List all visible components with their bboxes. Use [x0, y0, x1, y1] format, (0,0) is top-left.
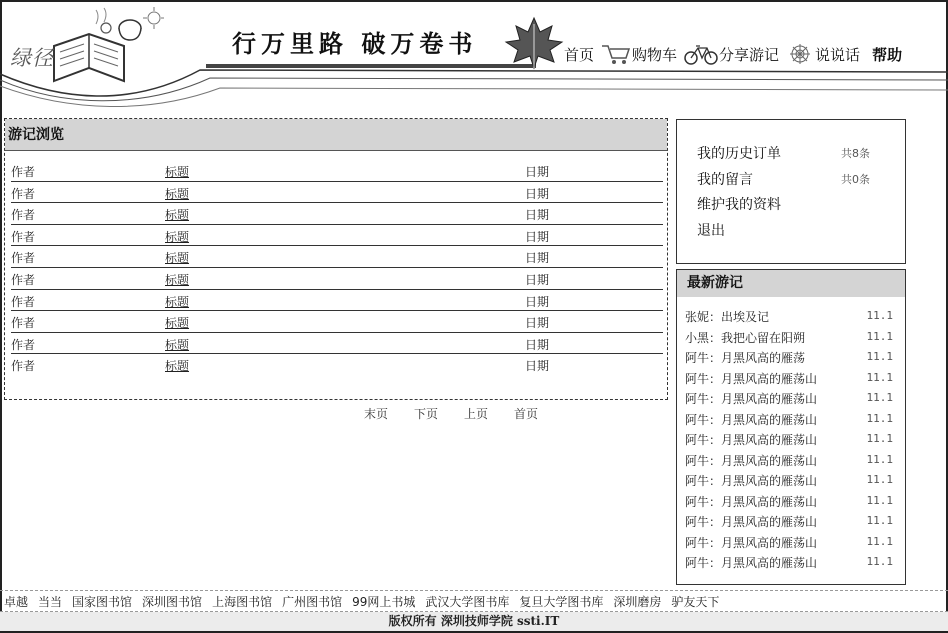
latest-item-title[interactable]: 阿牛：月黑风高的雁荡山	[685, 474, 818, 488]
list-item	[685, 346, 901, 367]
row-date: 日期	[525, 229, 550, 244]
latest-item-title[interactable]: 小黑：我把心留在阳朔	[685, 330, 806, 345]
order-history-link[interactable]: 我的历史订单	[697, 146, 781, 162]
footer-link[interactable]: 复旦大学图书库	[519, 594, 604, 609]
browse-panel-title: 游记浏览	[5, 119, 667, 151]
pagination	[364, 405, 538, 422]
row-date: 日期	[525, 251, 550, 266]
site-logo[interactable]	[4, 6, 164, 106]
list-item	[685, 490, 901, 511]
table-row	[11, 182, 663, 204]
order-history-count: 共8条	[841, 147, 870, 160]
next-page-link[interactable]: 下页	[414, 407, 439, 421]
site-header	[0, 0, 948, 112]
latest-item-date: 11.1	[866, 391, 893, 404]
latest-panel-title: 最新游记	[677, 270, 905, 297]
shopping-cart-icon	[600, 42, 632, 66]
last-page-link[interactable]: 末页	[364, 407, 389, 421]
row-author: 作者	[11, 272, 36, 287]
row-title-link[interactable]: 标题	[165, 294, 190, 309]
edit-profile-link[interactable]: 维护我的资料	[697, 197, 781, 213]
latest-item-date: 11.1	[866, 555, 893, 568]
nav-talk[interactable]	[785, 42, 860, 66]
latest-item-title[interactable]: 张妮：出埃及记	[685, 310, 770, 324]
footer-link[interactable]: 驴友天下	[671, 594, 720, 609]
row-author: 作者	[11, 251, 36, 266]
footer-link[interactable]: 当当	[38, 594, 63, 609]
latest-item-date: 11.1	[866, 452, 893, 466]
latest-item-title[interactable]: 阿牛：月黑风高的雁荡山	[685, 515, 818, 529]
row-author: 作者	[11, 208, 36, 223]
table-row	[11, 268, 663, 290]
row-date: 日期	[525, 165, 550, 179]
travel-notes-table	[11, 160, 663, 376]
row-author: 作者	[11, 294, 36, 309]
latest-item-title[interactable]: 阿牛：月黑风高的雁荡	[685, 351, 806, 365]
footer-link[interactable]: 广州图书馆	[282, 594, 343, 609]
list-item	[685, 510, 901, 531]
latest-item-title[interactable]: 阿牛：月黑风高的雁荡山	[685, 371, 818, 386]
latest-item-title[interactable]: 阿牛：月黑风高的雁荡山	[685, 494, 818, 509]
list-item	[685, 428, 901, 449]
latest-item-title[interactable]: 阿牛：月黑风高的雁荡山	[685, 453, 818, 468]
latest-item-date: 11.1	[866, 329, 893, 343]
row-author: 作者	[11, 337, 36, 352]
latest-list	[685, 305, 901, 572]
row-date: 日期	[525, 272, 550, 287]
footer-link[interactable]: 99网上书城	[352, 594, 416, 609]
row-date: 日期	[525, 359, 550, 374]
nav-share-travel[interactable]	[683, 42, 779, 66]
nav-share-travel-label: 分享游记	[719, 45, 780, 64]
bicycle-icon	[683, 42, 719, 66]
footer-link[interactable]: 上海图书馆	[212, 594, 273, 609]
latest-item-date: 11.1	[866, 309, 893, 322]
latest-item-date: 11.1	[866, 534, 893, 548]
list-item	[685, 469, 901, 490]
footer-link[interactable]: 武汉大学图书库	[425, 594, 510, 609]
row-author: 作者	[11, 229, 36, 244]
row-date: 日期	[525, 337, 550, 352]
latest-item-date: 11.1	[866, 432, 893, 445]
slogan-underline	[206, 64, 536, 68]
row-author: 作者	[11, 359, 36, 374]
latest-item-title[interactable]: 阿牛：月黑风高的雁荡山	[685, 392, 818, 406]
nav-talk-label: 说说话	[815, 45, 861, 64]
nav-home-label: 首页	[564, 45, 595, 64]
maple-leaf-icon	[504, 14, 564, 70]
nav-cart[interactable]	[600, 42, 677, 66]
row-author: 作者	[11, 186, 36, 201]
row-title-link[interactable]: 标题	[165, 337, 190, 352]
nav-help-label: 帮助	[872, 45, 903, 64]
copyright: 版权所有 深圳技师学院 ssti.IT	[0, 612, 948, 631]
first-page-link[interactable]: 首页	[514, 407, 539, 421]
row-date: 日期	[525, 208, 550, 223]
table-row	[11, 203, 663, 225]
latest-item-date: 11.1	[866, 350, 893, 363]
my-messages-count: 共0条	[841, 173, 870, 186]
row-title-link[interactable]: 标题	[165, 359, 190, 374]
prev-page-link[interactable]: 上页	[464, 407, 489, 421]
table-row	[11, 160, 663, 182]
list-item	[685, 326, 901, 347]
latest-item-date: 11.1	[866, 411, 893, 425]
list-item	[685, 551, 901, 572]
row-author: 作者	[11, 316, 36, 331]
row-title-link[interactable]: 标题	[165, 186, 190, 201]
my-messages-link[interactable]: 我的留言	[697, 172, 753, 188]
travel-notes-browse-panel	[4, 118, 668, 400]
row-date: 日期	[525, 316, 550, 331]
table-row	[11, 246, 663, 268]
row-title-link[interactable]: 标题	[165, 316, 190, 331]
latest-item-title[interactable]: 阿牛：月黑风高的雁荡山	[685, 433, 818, 447]
list-item	[685, 531, 901, 552]
latest-item-date: 11.1	[866, 514, 893, 527]
footer-links	[0, 590, 948, 612]
spider-web-icon	[785, 42, 815, 66]
nav-cart-label: 购物车	[632, 45, 678, 64]
row-title-link[interactable]: 标题	[165, 251, 190, 266]
footer-link[interactable]: 深圳磨房	[613, 594, 662, 609]
latest-item-title[interactable]: 阿牛：月黑风高的雁荡山	[685, 412, 818, 427]
latest-item-title[interactable]: 阿牛：月黑风高的雁荡山	[685, 535, 818, 550]
list-item	[685, 367, 901, 388]
list-item	[685, 449, 901, 470]
row-title-link[interactable]: 标题	[165, 229, 190, 244]
row-title-link[interactable]: 标题	[165, 165, 190, 179]
logo-text: 绿径	[10, 46, 54, 70]
row-date: 日期	[525, 294, 550, 309]
table-row	[11, 290, 663, 312]
list-item	[685, 408, 901, 429]
site-slogan: 行万里路 破万卷书	[232, 29, 478, 58]
user-menu-panel	[676, 119, 906, 264]
row-date: 日期	[525, 186, 550, 201]
table-row	[11, 354, 663, 376]
table-row	[11, 311, 663, 333]
row-title-link[interactable]: 标题	[165, 272, 190, 287]
row-title-link[interactable]: 标题	[165, 208, 190, 223]
footer-link[interactable]: 卓越	[4, 594, 29, 609]
footer-link[interactable]: 深圳图书馆	[142, 594, 203, 609]
latest-item-date: 11.1	[866, 493, 893, 507]
logout-link[interactable]: 退出	[697, 223, 725, 239]
latest-item-title[interactable]: 阿牛：月黑风高的雁荡山	[685, 556, 818, 570]
latest-item-date: 11.1	[866, 473, 893, 486]
nav-help[interactable]	[872, 44, 902, 65]
row-author: 作者	[11, 165, 36, 179]
list-item	[685, 305, 901, 326]
latest-travel-notes-panel	[676, 269, 906, 585]
footer-link[interactable]: 国家图书馆	[72, 594, 133, 609]
table-row	[11, 333, 663, 355]
latest-item-date: 11.1	[866, 370, 893, 384]
nav-home[interactable]	[564, 44, 594, 65]
main-nav	[564, 42, 902, 66]
table-row	[11, 225, 663, 247]
list-item	[685, 387, 901, 408]
